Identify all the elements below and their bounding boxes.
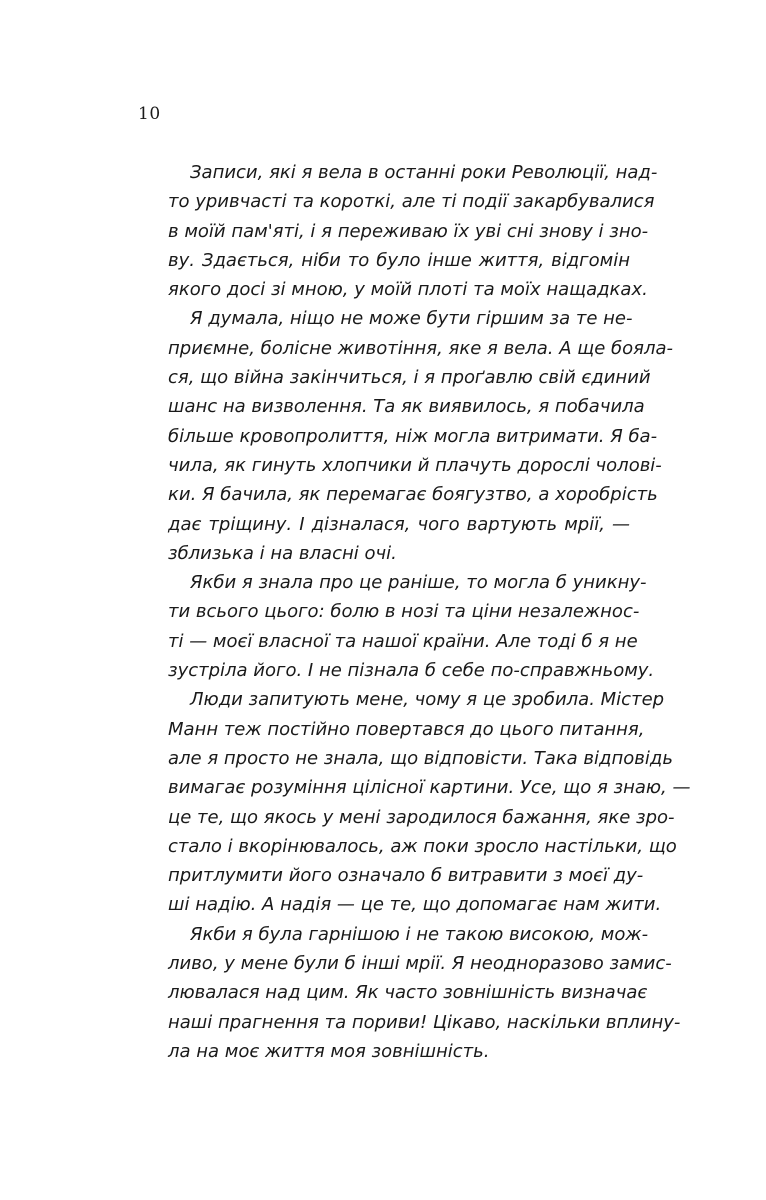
text-line: якого досі зі мною, у моїй плоті та моїх нащадках. — [168, 279, 648, 301]
paragraph — [168, 685, 691, 919]
paragraph — [168, 158, 658, 304]
text-line: зустріла його. І не пізнала б себе по-справжньому. — [168, 660, 655, 682]
text-line: ші надію. А надія — це те, що допомагає нам жити. — [168, 894, 662, 916]
text-line: наші прагнення та пориви! Цікаво, наскільки вплину- — [168, 1011, 681, 1033]
text-line: це те, що якось у мені зародилося бажання, яке зро- — [168, 806, 675, 828]
text-line: чила, як гинуть хлопчики й плачуть дорослі чолові- — [168, 454, 662, 476]
text-line: Записи, які я вела в останні роки Революції, над- — [190, 162, 658, 183]
body-text — [168, 158, 691, 1066]
text-line: шанс на визволення. Та як виявилось, я побачила — [168, 396, 645, 418]
text-line: ся, що війна закінчиться, і я проґавлю свій єдиний — [168, 367, 651, 389]
text-line: дає тріщину. І дізналася, чого вартують мрії, — — [168, 513, 630, 535]
text-line: то уривчасті та короткі, але ті події закарбувалися — [168, 191, 655, 213]
text-line: Якби я знала про це раніше, то могла б уникну- — [190, 572, 647, 594]
text-line: лювалася над цим. Як часто зовнішність визначає — [168, 982, 648, 1004]
text-line: Люди запитують мене, чому я це зробила. Містер — [190, 689, 665, 711]
text-line: ти всього цього: болю в нозі та ціни незалежнос- — [168, 601, 640, 623]
text-line: вимагає розуміння цілісної картини. Усе, що я знаю, — — [168, 777, 691, 799]
text-line: притлумити його означало б витравити з моєї ду- — [168, 865, 644, 887]
text-line: стало і вкорінювалось, аж поки зросло настільки, що — [168, 835, 677, 857]
text-line: зблизька і на власні очі. — [168, 542, 397, 564]
text-line: більше кровопролиття, ніж могла витримати. Я ба- — [168, 425, 658, 447]
paragraph — [168, 568, 655, 685]
paragraph — [168, 920, 681, 1066]
text-line: Манн теж постійно повертався до цього питання, — [168, 718, 645, 740]
text-line: ливо, у мене були б інші мрії. Я неодноразово замис- — [168, 953, 672, 975]
text-line: ла на моє життя моя зовнішність. — [168, 1040, 490, 1062]
text-line: ву. Здається, ніби то було інше життя, відгомін — [168, 249, 630, 271]
text-line: в моїй пам'яті, і я переживаю їх уві сні знову і зно- — [168, 220, 649, 242]
paragraph — [168, 304, 674, 568]
page-number: 10 — [138, 104, 161, 124]
text-line: ті — моєї власної та нашої країни. Але тоді б я не — [168, 630, 638, 652]
text-line: ки. Я бачила, як перемагає боягузтво, а хоробрість — [168, 484, 658, 506]
text-line: Я думала, ніщо не може бути гіршим за те не- — [190, 308, 633, 330]
text-line: але я просто не знала, що відповісти. Така відповідь — [168, 747, 673, 769]
text-line: приємне, болісне животіння, яке я вела. А ще бояла- — [168, 337, 674, 359]
text-line: Якби я була гарнішою і не такою високою, мож- — [190, 923, 649, 945]
